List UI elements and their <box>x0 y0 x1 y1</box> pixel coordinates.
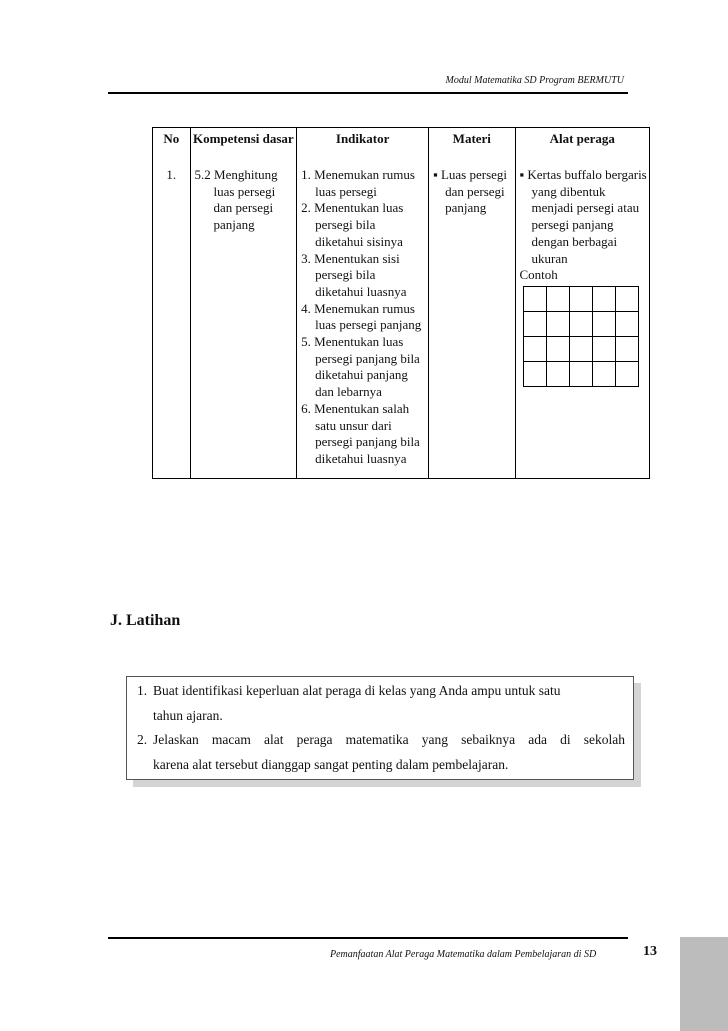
header-no: No <box>153 128 191 166</box>
exercise-number: 1. <box>137 683 148 698</box>
exercise-line: tahun ajaran. <box>153 707 223 723</box>
exercise-number: 2. <box>137 732 148 747</box>
exercise-item <box>127 679 633 728</box>
example-grid <box>523 286 639 387</box>
lesson-table <box>152 127 650 479</box>
header-rule <box>108 92 628 94</box>
cell-indikator <box>297 165 429 478</box>
kompetensi-text: 5.2 Menghitung luas persegi dan persegi panjang <box>194 167 278 233</box>
cell-kompetensi <box>190 165 297 478</box>
header-indikator: Indikator <box>297 128 429 166</box>
page-number: 13 <box>643 944 657 959</box>
indikator-item: 1. Menemukan rumus luas persegi <box>301 167 415 199</box>
exercise-box <box>126 676 634 780</box>
alat-text: ▪ Kertas buffalo bergaris yang dibentuk menjadi persegi atau persegi panjang dengan berbagai ukuran <box>519 167 647 266</box>
running-header: Modul Matematika SD Program BERMUTU <box>445 75 624 86</box>
exercise-line: Buat identifikasi keperluan alat peraga di kelas yang Anda ampu untuk satu <box>153 683 561 698</box>
page-tab-block <box>680 937 728 1031</box>
indikator-item: 3. Menentukan sisi persegi bila diketahui luasnya <box>301 250 407 299</box>
section-heading: J. Latihan <box>110 612 181 629</box>
header-kompetensi: Kompetensi dasar <box>190 128 297 166</box>
contoh-label: Contoh <box>519 267 558 283</box>
materi-text: ▪ Luas persegi dan persegi panjang <box>433 167 508 216</box>
footer-rule <box>108 937 628 939</box>
header-materi: Materi <box>429 128 515 166</box>
running-footer: Pemanfaatan Alat Peraga Matematika dalam Pembelajaran di SD <box>330 949 597 960</box>
header-alat-peraga: Alat peraga <box>515 128 649 166</box>
cell-alat-peraga <box>515 165 649 478</box>
indikator-item: 4. Menemukan rumus luas persegi panjang <box>301 300 422 333</box>
cell-no: 1. <box>153 165 191 478</box>
exercise-line: karena alat tersebut dianggap sangat penting dalam pembelajaran. <box>153 756 509 772</box>
indikator-item: 6. Menentukan salah satu unsur dari persegi panjang bila diketahui luasnya <box>301 400 420 466</box>
exercise-list <box>127 679 633 777</box>
cell-materi <box>429 165 515 478</box>
table-row <box>153 165 650 478</box>
exercise-item <box>127 728 633 777</box>
indikator-item: 2. Menentukan luas persegi bila diketahui sisinya <box>301 200 404 249</box>
indikator-item: 5. Menentukan luas persegi panjang bila diketahui panjang dan lebarnya <box>301 334 420 400</box>
exercise-line: Jelaskan macam alat peraga matematika yang sebaiknya ada di sekolah <box>153 732 625 747</box>
table-header-row <box>153 128 650 166</box>
